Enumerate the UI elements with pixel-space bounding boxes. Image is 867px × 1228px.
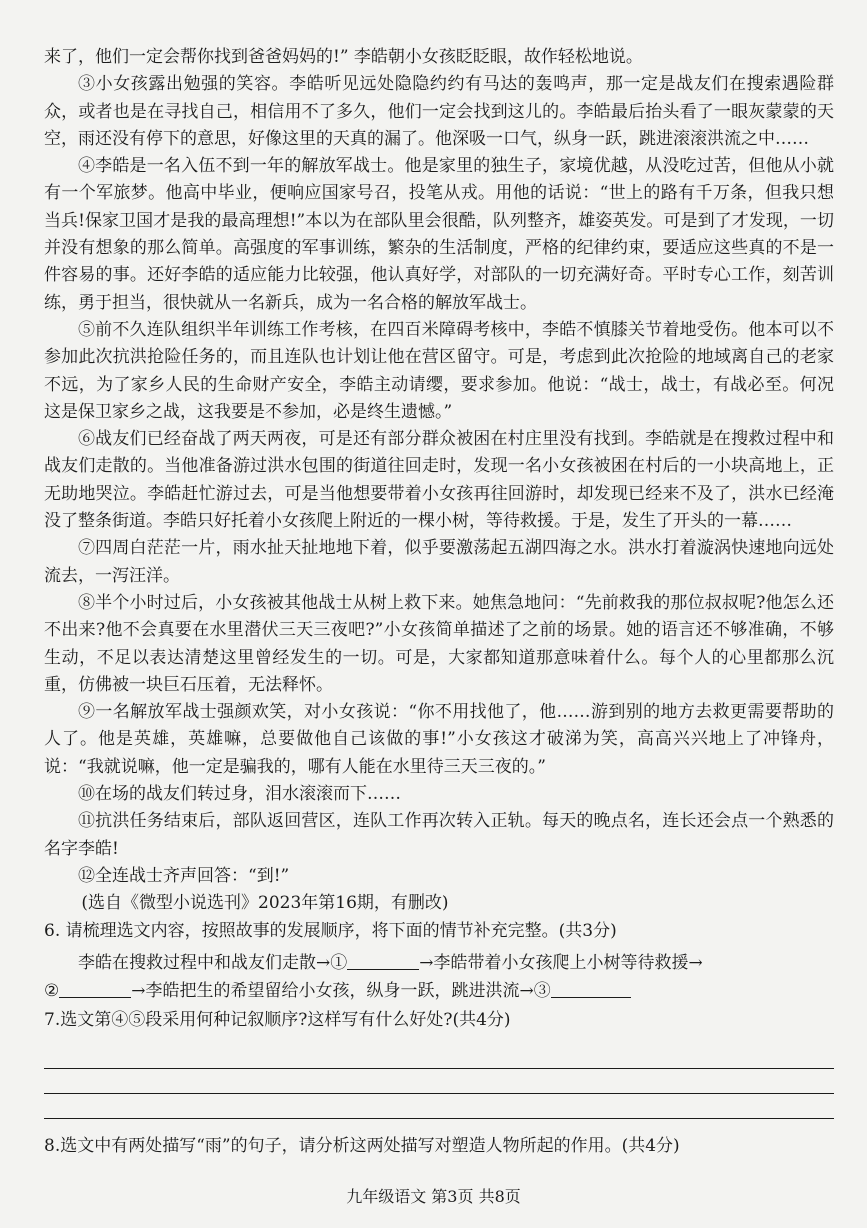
paragraph-5: ⑤前不久连队组织半年训练工作考核，在四百米障碍考核中，李皓不慎膝关节着地受伤。他本可以不参加此次抗洪抢险任务的，而且连队也计划让他在营区留守。可是，考虑到此次抢险的地域离自己的老家不远，为了家乡人民的生命财产安全，李皓主动请缨，要求参加。他说：“战士，战士，有战必至。何况这是保卫家乡之战，这我要是不参加，必是终生遗憾。” (44, 319, 834, 422)
question-6-prompt: 6. 请梳理选文内容，按照故事的发展顺序，将下面的情节补充完整。(共3分) (44, 920, 617, 941)
paragraph-7: ⑦四周白茫茫一片，雨水扯天扯地地下着，似乎要激荡起五湖四海之水。洪水打着漩涡快速地向远处流去，一泻汪洋。 (44, 538, 834, 586)
paragraph-11: ⑪抗洪任务结束后，部队返回营区，连队工作再次转入正轨。每天的晚点名，连长还会点一个熟悉的名字李皓! (44, 811, 834, 859)
answer-line[interactable] (44, 1044, 834, 1069)
plot-step-1-text: 李皓在搜救过程中和战友们走散→① (78, 952, 348, 973)
question-7-answer-area[interactable] (44, 1044, 834, 1119)
source-citation: (选自《微型小说选刊》2023年第16期，有删改) (81, 893, 449, 914)
paragraph-6: ⑥战友们已经奋战了两天两夜，可是还有部分群众被困在村庄里没有找到。李皓就是在搜救过程中和战友们走散的。当他准备游过洪水包围的街道往回走时，发现一名小女孩被困在村后的一小块高地上，正无助地哭泣。李皓赶忙游过去，可是当他想要带着小女孩再往回游时，却发现已经来不及了，洪水已经淹没了整条街道。李皓只好托着小女孩爬上附近的一棵小树，等待救援。于是，发生了开头的一幕…… (44, 429, 834, 532)
paragraph-4: ④李皓是一名入伍不到一年的解放军战士。他是家里的独生子，家境优越，从没吃过苦，但他从小就有一个军旅梦。他高中毕业，便响应国家号召，投笔从戎。用他的话说：“世上的路有千万条，但我只想当兵!保家卫国才是我的最高理想!”本以为在部队里会很酷，队列整齐，雄姿英发。可是到了才发现，一切并没有想象的那么简单。高强度的军事训练，繁杂的生活制度，严格的纪律约束，要适应这些真的不是一件容易的事。还好李皓的适应能力比较强，他认真好学，对部队的一切充满好奇。平时专心工作，刻苦训练，勇于担当，很快就从一名新兵，成为一名合格的解放军战士。 (44, 156, 834, 313)
paragraph-3: ③小女孩露出勉强的笑容。李皓听见远处隐隐约约有马达的轰鸣声，那一定是战友们在搜索遇险群众，或者也是在寻找自己，相信用不了多久，他们一定会找到这儿的。李皓最后抬头看了一眼灰蒙蒙的天空，雨还没有停下的意思，好像这里的天真的漏了。他深吸一口气，纵身一跃，跳进滚滚洪流之中…… (44, 74, 834, 149)
reading-passage (44, 44, 834, 1160)
paragraph-8: ⑧半个小时过后，小女孩被其他战士从树上救下来。她焦急地问：“先前救我的那位叔叔呢?他怎么还不出来?他不会真要在水里潜伏三天三夜吧?”小女孩简单描述了之前的场景。她的语言还不够准确，不够生动，不足以表达清楚这里曾经发生的一切。可是，大家都知道那意味着什么。每个人的心里都那么沉重，仿佛被一块巨石压着，无法释怀。 (44, 592, 834, 695)
plot-step-3-text: →李皓把生的希望留给小女孩，纵身一跃，跳进洪流→③ (131, 980, 551, 1001)
page-footer: 九年级语文 第3页 共8页 (346, 1187, 521, 1206)
paragraph-10: ⑩在场的战友们转过身，泪水滚滚而下…… (78, 784, 401, 805)
answer-blank-3[interactable] (551, 979, 631, 998)
question-7-prompt: 7.选文第④⑤段采用何种记叙顺序?这样写有什么好处?(共4分) (44, 1009, 511, 1030)
answer-blank-1[interactable] (347, 951, 419, 970)
plot-step-2-text: →李皓带着小女孩爬上小树等待救援→ (419, 952, 703, 973)
question-6-plot-chain (44, 949, 834, 1005)
answer-blank-2[interactable] (59, 979, 131, 998)
question-8-prompt: 8.选文中有两处描写“雨”的句子，请分析这两处描写对塑造人物所起的作用。(共4分) (44, 1136, 680, 1157)
paragraph-9: ⑨一名解放军战士强颜欢笑，对小女孩说：“你不用找他了，他……游到别的地方去救更需要帮助的人了。他是英雄，英雄嘛，总要做他自己该做的事!”小女孩这才破涕为笑，高高兴兴地上了冲锋舟，说：“我就说嘛，他一定是骗我的，哪有人能在水里待三天三夜的。” (44, 702, 834, 777)
answer-line[interactable] (44, 1069, 834, 1094)
plot-mark-2: ② (44, 980, 60, 1001)
answer-line[interactable] (44, 1094, 834, 1119)
paragraph-2-ending: 来了，他们一定会帮你找到爸爸妈妈的!” 李皓朝小女孩眨眨眼，故作轻松地说。 (44, 47, 643, 67)
paragraph-12: ⑫全连战士齐声回答：“到!” (78, 865, 290, 886)
